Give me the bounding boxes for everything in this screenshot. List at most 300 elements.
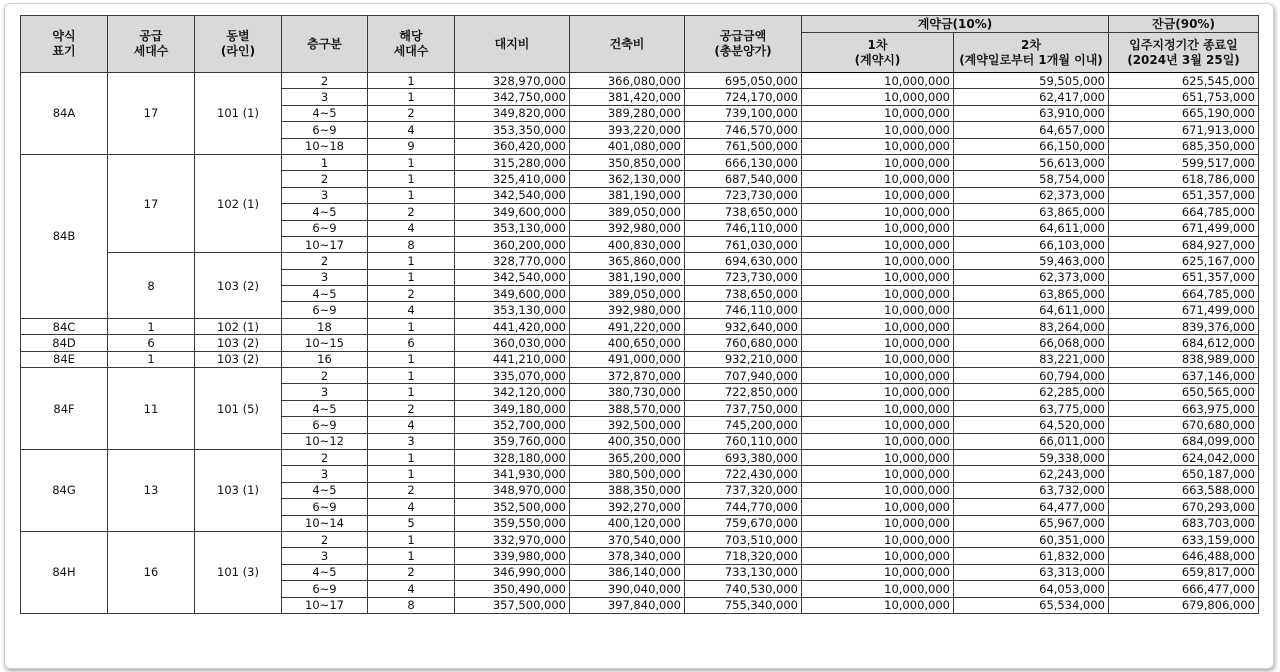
- floor-cell: 2: [282, 368, 368, 384]
- total-cell: 707,940,000: [685, 368, 802, 384]
- floor-cell: 1: [282, 154, 368, 170]
- land-cell: 349,600,000: [455, 286, 570, 302]
- land-cell: 348,970,000: [455, 482, 570, 498]
- deposit-first-cell: 10,000,000: [802, 318, 954, 334]
- deposit-first-cell: 10,000,000: [802, 122, 954, 138]
- table-row: [21, 351, 1259, 367]
- document-frame: [4, 3, 1274, 669]
- header-floor-label: 층구분: [307, 36, 342, 51]
- deposit-first-cell: 10,000,000: [802, 466, 954, 482]
- supply-units-cell: 6: [108, 335, 195, 351]
- construction-cell: 400,350,000: [570, 433, 685, 449]
- construction-cell: 381,420,000: [570, 89, 685, 105]
- units-cell: 1: [368, 318, 455, 334]
- construction-cell: 491,220,000: [570, 318, 685, 334]
- total-cell: 932,210,000: [685, 351, 802, 367]
- header-deposit: [802, 16, 1109, 33]
- land-cell: 328,180,000: [455, 449, 570, 465]
- units-cell: 4: [368, 499, 455, 515]
- total-cell: 693,380,000: [685, 449, 802, 465]
- construction-cell: 388,350,000: [570, 482, 685, 498]
- total-cell: 755,340,000: [685, 597, 802, 613]
- floor-cell: 10~12: [282, 433, 368, 449]
- deposit-first-cell: 10,000,000: [802, 105, 954, 121]
- total-cell: 932,640,000: [685, 318, 802, 334]
- total-cell: 694,630,000: [685, 253, 802, 269]
- header-deposit-label: 계약금(10%): [917, 16, 993, 31]
- units-cell: 2: [368, 564, 455, 580]
- deposit-second-cell: 83,264,000: [954, 318, 1109, 334]
- floor-cell: 10~15: [282, 335, 368, 351]
- supply-units-cell: 11: [108, 368, 195, 450]
- construction-cell: 392,270,000: [570, 499, 685, 515]
- header-units: [368, 16, 455, 73]
- total-cell: 723,730,000: [685, 269, 802, 285]
- land-cell: 359,760,000: [455, 433, 570, 449]
- header-floor: [282, 16, 368, 73]
- building-cell: 101 (1): [195, 73, 282, 155]
- floor-cell: 2: [282, 531, 368, 547]
- deposit-first-cell: 10,000,000: [802, 187, 954, 203]
- deposit-second-cell: 66,150,000: [954, 138, 1109, 154]
- deposit-first-cell: 10,000,000: [802, 499, 954, 515]
- deposit-second-cell: 56,613,000: [954, 154, 1109, 170]
- land-cell: 349,600,000: [455, 204, 570, 220]
- units-cell: 1: [368, 73, 455, 89]
- balance-cell: 659,817,000: [1109, 564, 1259, 580]
- building-cell: 102 (1): [195, 318, 282, 334]
- balance-cell: 671,913,000: [1109, 122, 1259, 138]
- deposit-first-cell: 10,000,000: [802, 89, 954, 105]
- floor-cell: 4~5: [282, 105, 368, 121]
- land-cell: 328,970,000: [455, 73, 570, 89]
- building-cell: 103 (2): [195, 335, 282, 351]
- construction-cell: 350,850,000: [570, 154, 685, 170]
- floor-cell: 3: [282, 548, 368, 564]
- floor-cell: 6~9: [282, 302, 368, 318]
- deposit-second-cell: 62,373,000: [954, 269, 1109, 285]
- balance-cell: 666,477,000: [1109, 581, 1259, 597]
- deposit-second-cell: 59,505,000: [954, 73, 1109, 89]
- deposit-second-cell: 63,732,000: [954, 482, 1109, 498]
- balance-cell: 670,680,000: [1109, 417, 1259, 433]
- units-cell: 1: [368, 187, 455, 203]
- deposit-second-cell: 59,463,000: [954, 253, 1109, 269]
- supply-units-cell: 17: [108, 154, 195, 252]
- table-header: [21, 16, 1259, 73]
- land-cell: 353,350,000: [455, 122, 570, 138]
- floor-cell: 10~17: [282, 597, 368, 613]
- balance-cell: 651,357,000: [1109, 269, 1259, 285]
- units-cell: 4: [368, 122, 455, 138]
- balance-cell: 625,167,000: [1109, 253, 1259, 269]
- construction-cell: 381,190,000: [570, 187, 685, 203]
- land-cell: 315,280,000: [455, 154, 570, 170]
- deposit-first-cell: 10,000,000: [802, 581, 954, 597]
- balance-cell: 664,785,000: [1109, 286, 1259, 302]
- header-type: [21, 16, 108, 73]
- deposit-first-cell: 10,000,000: [802, 138, 954, 154]
- supply-units-cell: 1: [108, 351, 195, 367]
- type-cell: 84C: [21, 318, 108, 334]
- supply-units-cell: 1: [108, 318, 195, 334]
- units-cell: 1: [368, 531, 455, 547]
- land-cell: 332,970,000: [455, 531, 570, 547]
- land-cell: 350,490,000: [455, 581, 570, 597]
- balance-cell: 671,499,000: [1109, 220, 1259, 236]
- deposit-second-cell: 63,313,000: [954, 564, 1109, 580]
- deposit-first-cell: 10,000,000: [802, 482, 954, 498]
- units-cell: 1: [368, 466, 455, 482]
- balance-cell: 665,190,000: [1109, 105, 1259, 121]
- floor-cell: 4~5: [282, 482, 368, 498]
- construction-cell: 491,000,000: [570, 351, 685, 367]
- type-cell: 84E: [21, 351, 108, 367]
- land-cell: 360,030,000: [455, 335, 570, 351]
- construction-cell: 392,500,000: [570, 417, 685, 433]
- units-cell: 2: [368, 286, 455, 302]
- construction-cell: 400,830,000: [570, 236, 685, 252]
- table-row: [21, 253, 1259, 269]
- deposit-first-cell: 10,000,000: [802, 417, 954, 433]
- construction-cell: 400,650,000: [570, 335, 685, 351]
- units-cell: 1: [368, 253, 455, 269]
- construction-cell: 386,140,000: [570, 564, 685, 580]
- units-cell: 4: [368, 302, 455, 318]
- units-cell: 3: [368, 433, 455, 449]
- construction-cell: 389,050,000: [570, 204, 685, 220]
- header-type-label: 약식 표기: [52, 29, 76, 58]
- construction-cell: 378,340,000: [570, 548, 685, 564]
- deposit-first-cell: 10,000,000: [802, 171, 954, 187]
- deposit-first-cell: 10,000,000: [802, 597, 954, 613]
- construction-cell: 401,080,000: [570, 138, 685, 154]
- balance-cell: 650,565,000: [1109, 384, 1259, 400]
- deposit-second-cell: 60,794,000: [954, 368, 1109, 384]
- deposit-first-cell: 10,000,000: [802, 433, 954, 449]
- deposit-second-cell: 61,832,000: [954, 548, 1109, 564]
- floor-cell: 2: [282, 171, 368, 187]
- deposit-first-cell: 10,000,000: [802, 515, 954, 531]
- supply-units-cell: 13: [108, 449, 195, 531]
- deposit-second-cell: 65,534,000: [954, 597, 1109, 613]
- header-supply-units: [108, 16, 195, 73]
- floor-cell: 10~14: [282, 515, 368, 531]
- header-balance-due: [1109, 33, 1259, 73]
- construction-cell: 393,220,000: [570, 122, 685, 138]
- floor-cell: 3: [282, 269, 368, 285]
- header-land: [455, 16, 570, 73]
- table-row: [21, 318, 1259, 334]
- table-row: [21, 73, 1259, 89]
- floor-cell: 3: [282, 384, 368, 400]
- land-cell: 342,540,000: [455, 187, 570, 203]
- total-cell: 733,130,000: [685, 564, 802, 580]
- total-cell: 695,050,000: [685, 73, 802, 89]
- building-cell: 103 (2): [195, 253, 282, 319]
- balance-cell: 685,350,000: [1109, 138, 1259, 154]
- construction-cell: 389,280,000: [570, 105, 685, 121]
- deposit-second-cell: 66,103,000: [954, 236, 1109, 252]
- supply-units-cell: 17: [108, 73, 195, 155]
- floor-cell: 4~5: [282, 286, 368, 302]
- land-cell: 342,540,000: [455, 269, 570, 285]
- total-cell: 738,650,000: [685, 286, 802, 302]
- construction-cell: 362,130,000: [570, 171, 685, 187]
- table-row: [21, 449, 1259, 465]
- floor-cell: 6~9: [282, 122, 368, 138]
- construction-cell: 389,050,000: [570, 286, 685, 302]
- price-table: [20, 15, 1259, 614]
- deposit-first-cell: 10,000,000: [802, 400, 954, 416]
- deposit-second-cell: 62,285,000: [954, 384, 1109, 400]
- land-cell: 353,130,000: [455, 220, 570, 236]
- units-cell: 2: [368, 482, 455, 498]
- units-cell: 8: [368, 236, 455, 252]
- type-cell: 84H: [21, 531, 108, 613]
- units-cell: 1: [368, 154, 455, 170]
- deposit-first-cell: 10,000,000: [802, 368, 954, 384]
- units-cell: 4: [368, 581, 455, 597]
- deposit-second-cell: 64,520,000: [954, 417, 1109, 433]
- deposit-first-cell: 10,000,000: [802, 220, 954, 236]
- balance-cell: 664,785,000: [1109, 204, 1259, 220]
- total-cell: 746,110,000: [685, 220, 802, 236]
- balance-cell: 624,042,000: [1109, 449, 1259, 465]
- header-building: [195, 16, 282, 73]
- type-cell: 84F: [21, 368, 108, 450]
- land-cell: 441,420,000: [455, 318, 570, 334]
- land-cell: 349,180,000: [455, 400, 570, 416]
- total-cell: 723,730,000: [685, 187, 802, 203]
- type-cell: 84G: [21, 449, 108, 531]
- deposit-second-cell: 63,865,000: [954, 286, 1109, 302]
- header-supply-price-label: 공급금액 (총분양가): [714, 29, 772, 58]
- units-cell: 9: [368, 138, 455, 154]
- building-cell: 103 (1): [195, 449, 282, 531]
- balance-cell: 633,159,000: [1109, 531, 1259, 547]
- land-cell: 360,200,000: [455, 236, 570, 252]
- balance-cell: 651,357,000: [1109, 187, 1259, 203]
- construction-cell: 397,840,000: [570, 597, 685, 613]
- supply-units-cell: 16: [108, 531, 195, 613]
- floor-cell: 4~5: [282, 564, 368, 580]
- land-cell: 352,500,000: [455, 499, 570, 515]
- building-cell: 103 (2): [195, 351, 282, 367]
- table-row: [21, 335, 1259, 351]
- construction-cell: 380,730,000: [570, 384, 685, 400]
- header-construction-label: 건축비: [609, 36, 645, 51]
- floor-cell: 4~5: [282, 400, 368, 416]
- construction-cell: 392,980,000: [570, 302, 685, 318]
- balance-cell: 839,376,000: [1109, 318, 1259, 334]
- land-cell: 349,820,000: [455, 105, 570, 121]
- floor-cell: 6~9: [282, 581, 368, 597]
- units-cell: 1: [368, 548, 455, 564]
- header-construction: [570, 16, 685, 73]
- deposit-first-cell: 10,000,000: [802, 154, 954, 170]
- deposit-first-cell: 10,000,000: [802, 384, 954, 400]
- balance-cell: 663,975,000: [1109, 400, 1259, 416]
- total-cell: 722,430,000: [685, 466, 802, 482]
- header-balance: [1109, 16, 1259, 33]
- total-cell: 740,530,000: [685, 581, 802, 597]
- total-cell: 737,750,000: [685, 400, 802, 416]
- land-cell: 325,410,000: [455, 171, 570, 187]
- floor-cell: 18: [282, 318, 368, 334]
- construction-cell: 370,540,000: [570, 531, 685, 547]
- land-cell: 441,210,000: [455, 351, 570, 367]
- header-units-label: 해당 세대수: [393, 29, 429, 58]
- construction-cell: 365,200,000: [570, 449, 685, 465]
- balance-cell: 625,545,000: [1109, 73, 1259, 89]
- balance-cell: 684,927,000: [1109, 236, 1259, 252]
- balance-cell: 671,499,000: [1109, 302, 1259, 318]
- land-cell: 335,070,000: [455, 368, 570, 384]
- land-cell: 359,550,000: [455, 515, 570, 531]
- floor-cell: 2: [282, 73, 368, 89]
- units-cell: 8: [368, 597, 455, 613]
- supply-units-cell: 8: [108, 253, 195, 319]
- units-cell: 4: [368, 417, 455, 433]
- construction-cell: 380,500,000: [570, 466, 685, 482]
- type-cell: 84D: [21, 335, 108, 351]
- deposit-first-cell: 10,000,000: [802, 236, 954, 252]
- header-balance-due-label: 입주지정기간 종료일 (2024년 3월 25일): [1127, 37, 1240, 67]
- total-cell: 759,670,000: [685, 515, 802, 531]
- total-cell: 738,650,000: [685, 204, 802, 220]
- deposit-second-cell: 63,865,000: [954, 204, 1109, 220]
- construction-cell: 366,080,000: [570, 73, 685, 89]
- balance-cell: 838,989,000: [1109, 351, 1259, 367]
- header-balance-label: 잔금(90%): [1152, 16, 1215, 31]
- floor-cell: 4~5: [282, 204, 368, 220]
- units-cell: 2: [368, 400, 455, 416]
- deposit-second-cell: 64,053,000: [954, 581, 1109, 597]
- units-cell: 2: [368, 204, 455, 220]
- construction-cell: 365,860,000: [570, 253, 685, 269]
- deposit-second-cell: 64,611,000: [954, 220, 1109, 236]
- balance-cell: 670,293,000: [1109, 499, 1259, 515]
- construction-cell: 400,120,000: [570, 515, 685, 531]
- land-cell: 328,770,000: [455, 253, 570, 269]
- deposit-second-cell: 64,657,000: [954, 122, 1109, 138]
- balance-cell: 683,703,000: [1109, 515, 1259, 531]
- deposit-first-cell: 10,000,000: [802, 351, 954, 367]
- balance-cell: 663,588,000: [1109, 482, 1259, 498]
- deposit-second-cell: 63,775,000: [954, 400, 1109, 416]
- total-cell: 718,320,000: [685, 548, 802, 564]
- units-cell: 1: [368, 368, 455, 384]
- total-cell: 761,030,000: [685, 236, 802, 252]
- total-cell: 687,540,000: [685, 171, 802, 187]
- floor-cell: 10~17: [282, 236, 368, 252]
- total-cell: 760,110,000: [685, 433, 802, 449]
- units-cell: 4: [368, 220, 455, 236]
- total-cell: 746,110,000: [685, 302, 802, 318]
- table-row: [21, 154, 1259, 170]
- deposit-second-cell: 65,967,000: [954, 515, 1109, 531]
- floor-cell: 16: [282, 351, 368, 367]
- total-cell: 761,500,000: [685, 138, 802, 154]
- units-cell: 1: [368, 384, 455, 400]
- deposit-first-cell: 10,000,000: [802, 204, 954, 220]
- balance-cell: 684,099,000: [1109, 433, 1259, 449]
- deposit-first-cell: 10,000,000: [802, 269, 954, 285]
- floor-cell: 2: [282, 449, 368, 465]
- total-cell: 722,850,000: [685, 384, 802, 400]
- floor-cell: 3: [282, 187, 368, 203]
- total-cell: 737,320,000: [685, 482, 802, 498]
- construction-cell: 381,190,000: [570, 269, 685, 285]
- header-building-label: 동별 (라인): [220, 29, 256, 58]
- balance-cell: 650,187,000: [1109, 466, 1259, 482]
- header-deposit-first-label: 1차 (계약시): [854, 37, 901, 67]
- total-cell: 760,680,000: [685, 335, 802, 351]
- building-cell: 102 (1): [195, 154, 282, 252]
- total-cell: 739,100,000: [685, 105, 802, 121]
- units-cell: 1: [368, 351, 455, 367]
- land-cell: 357,500,000: [455, 597, 570, 613]
- deposit-second-cell: 58,754,000: [954, 171, 1109, 187]
- type-cell: 84A: [21, 73, 108, 155]
- deposit-first-cell: 10,000,000: [802, 286, 954, 302]
- units-cell: 1: [368, 171, 455, 187]
- total-cell: 703,510,000: [685, 531, 802, 547]
- deposit-second-cell: 64,611,000: [954, 302, 1109, 318]
- floor-cell: 3: [282, 466, 368, 482]
- deposit-second-cell: 66,011,000: [954, 433, 1109, 449]
- balance-cell: 637,146,000: [1109, 368, 1259, 384]
- deposit-second-cell: 62,417,000: [954, 89, 1109, 105]
- balance-cell: 618,786,000: [1109, 171, 1259, 187]
- deposit-second-cell: 60,351,000: [954, 531, 1109, 547]
- balance-cell: 646,488,000: [1109, 548, 1259, 564]
- deposit-first-cell: 10,000,000: [802, 531, 954, 547]
- deposit-second-cell: 66,068,000: [954, 335, 1109, 351]
- land-cell: 339,980,000: [455, 548, 570, 564]
- floor-cell: 2: [282, 253, 368, 269]
- header-deposit-first: [802, 33, 954, 73]
- units-cell: 6: [368, 335, 455, 351]
- units-cell: 1: [368, 449, 455, 465]
- table-row: [21, 531, 1259, 547]
- building-cell: 101 (5): [195, 368, 282, 450]
- land-cell: 353,130,000: [455, 302, 570, 318]
- land-cell: 342,120,000: [455, 384, 570, 400]
- floor-cell: 6~9: [282, 220, 368, 236]
- balance-cell: 599,517,000: [1109, 154, 1259, 170]
- land-cell: 352,700,000: [455, 417, 570, 433]
- land-cell: 346,990,000: [455, 564, 570, 580]
- land-cell: 342,750,000: [455, 89, 570, 105]
- construction-cell: 392,980,000: [570, 220, 685, 236]
- total-cell: 666,130,000: [685, 154, 802, 170]
- floor-cell: 6~9: [282, 499, 368, 515]
- header-deposit-second: [954, 33, 1109, 73]
- total-cell: 744,770,000: [685, 499, 802, 515]
- table-row: [21, 368, 1259, 384]
- balance-cell: 679,806,000: [1109, 597, 1259, 613]
- deposit-second-cell: 64,477,000: [954, 499, 1109, 515]
- deposit-second-cell: 83,221,000: [954, 351, 1109, 367]
- deposit-second-cell: 62,243,000: [954, 466, 1109, 482]
- construction-cell: 388,570,000: [570, 400, 685, 416]
- balance-cell: 651,753,000: [1109, 89, 1259, 105]
- floor-cell: 3: [282, 89, 368, 105]
- land-cell: 360,420,000: [455, 138, 570, 154]
- deposit-first-cell: 10,000,000: [802, 449, 954, 465]
